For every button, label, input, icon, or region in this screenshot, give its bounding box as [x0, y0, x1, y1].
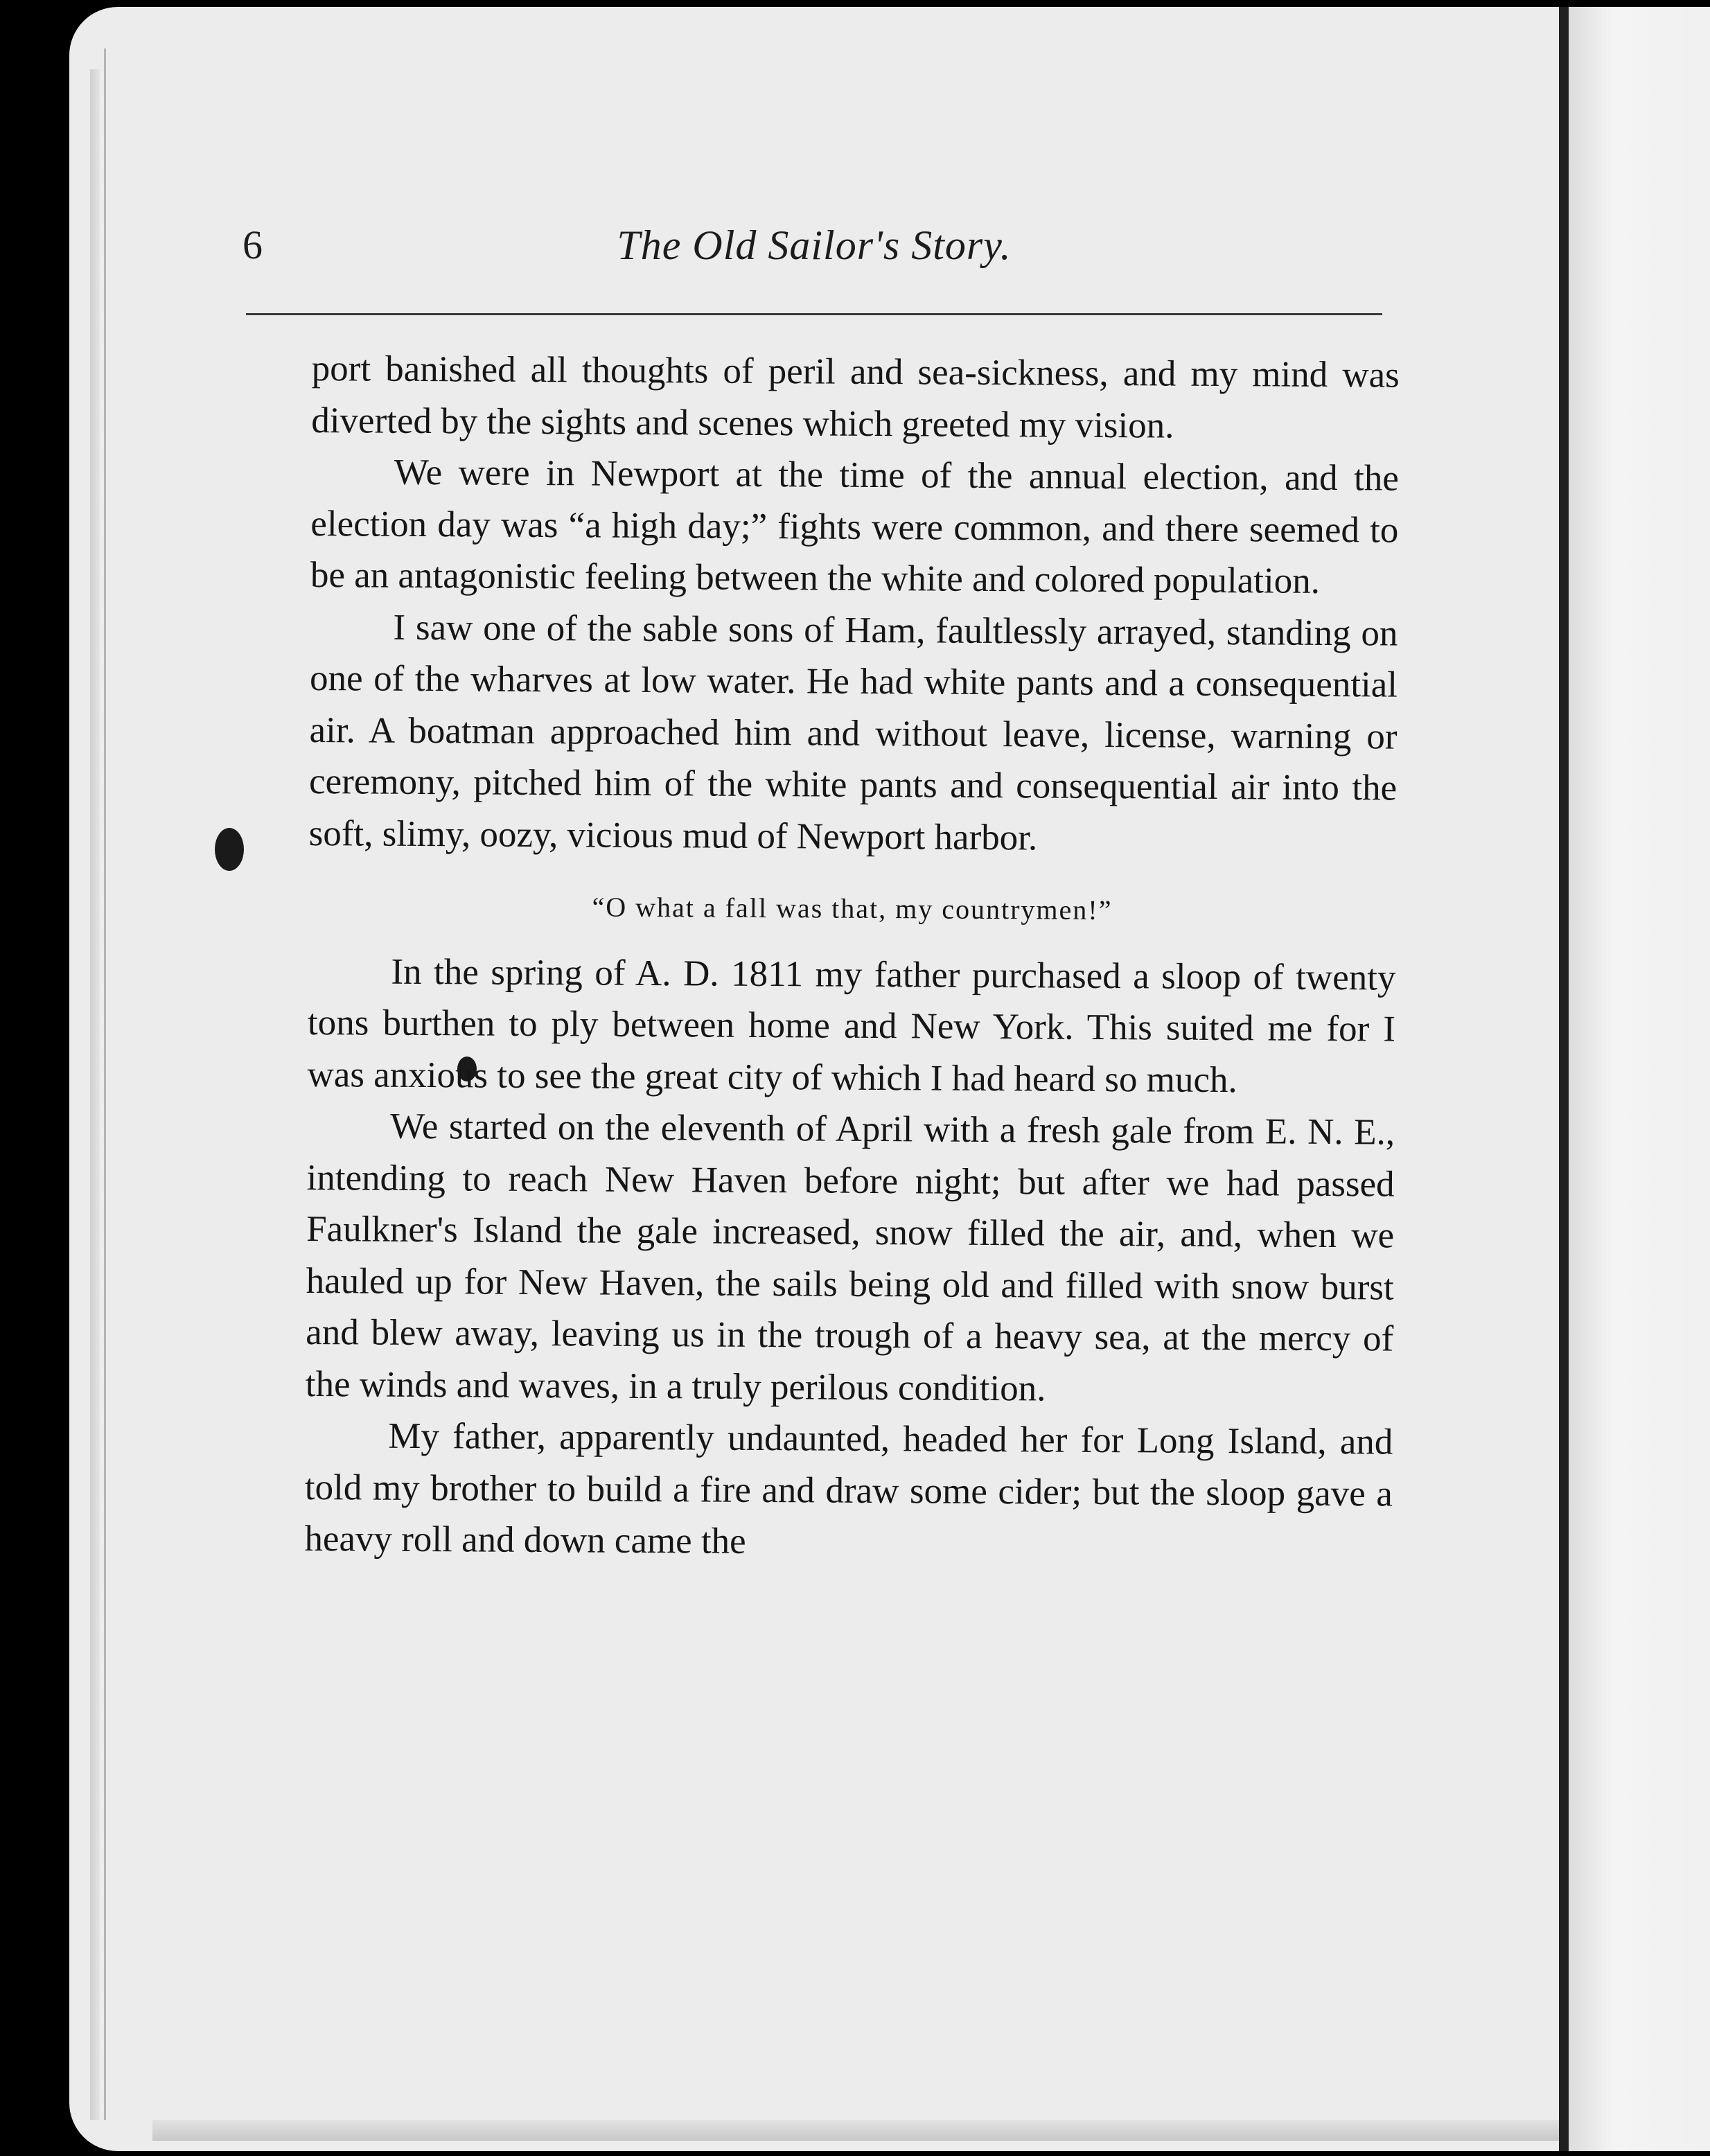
- page-edge: [90, 69, 100, 2120]
- page-edge-line: [104, 48, 106, 2120]
- book-gutter: [1559, 7, 1569, 2151]
- paragraph: I saw one of the sable sons of Ham, faultlessly arrayed, standing on one of the wharves at low water. He had white pants and a consequential air. A boatman approached him and without leave, license, warning or ceremony, pitched him of the white pants and consequential air into the soft, slimy, oozy, vicious mud of Newport harbor.: [308, 607, 1398, 858]
- ink-blot: [215, 828, 244, 871]
- page-header: [243, 222, 1386, 284]
- running-title: The Old Sailor's Story.: [617, 222, 1012, 268]
- facing-page-edge: [1569, 7, 1710, 2151]
- page-number: 6: [243, 222, 263, 267]
- quotation: “O what a fall was that, my countrymen!”: [592, 891, 1113, 926]
- page-bottom-shadow: [152, 2120, 1607, 2141]
- paragraph: My father, apparently undaunted, headed her for Long Island, and told my brother to build a fire and draw some cider; but the sloop gave a heavy roll and down came the: [304, 1415, 1393, 1562]
- paragraph: In the spring of A. D. 1811 my father purchased a sloop of twenty tons burthen to ply between home and New York. This suited me for I was anxious to see the great city of which I had heard so much.: [307, 951, 1396, 1100]
- paragraph: We started on the eleventh of April with a fresh gale from E. N. E., intending to reach New Haven before night; but after we had passed Faulkner's Island the gale increased, snow filled the air, and, when we hauled up for New Haven, the sails being old and filled with snow burst and blew away, leaving us in the trough of a heavy sea, at the mercy of the winds and waves, in a truly perilous condition.: [305, 1106, 1395, 1408]
- header-rule: [246, 313, 1382, 315]
- paragraph: port banished all thoughts of peril and sea-sickness, and my mind was diverted by the sights and scenes which greeted my vision.: [311, 348, 1400, 446]
- paragraph: We were in Newport at the time of the annual election, and the election day was “a high day;” fights were common, and there seemed to be an antagonistic feeling between the white and colored population.: [310, 452, 1400, 601]
- body-text: [304, 343, 1400, 1571]
